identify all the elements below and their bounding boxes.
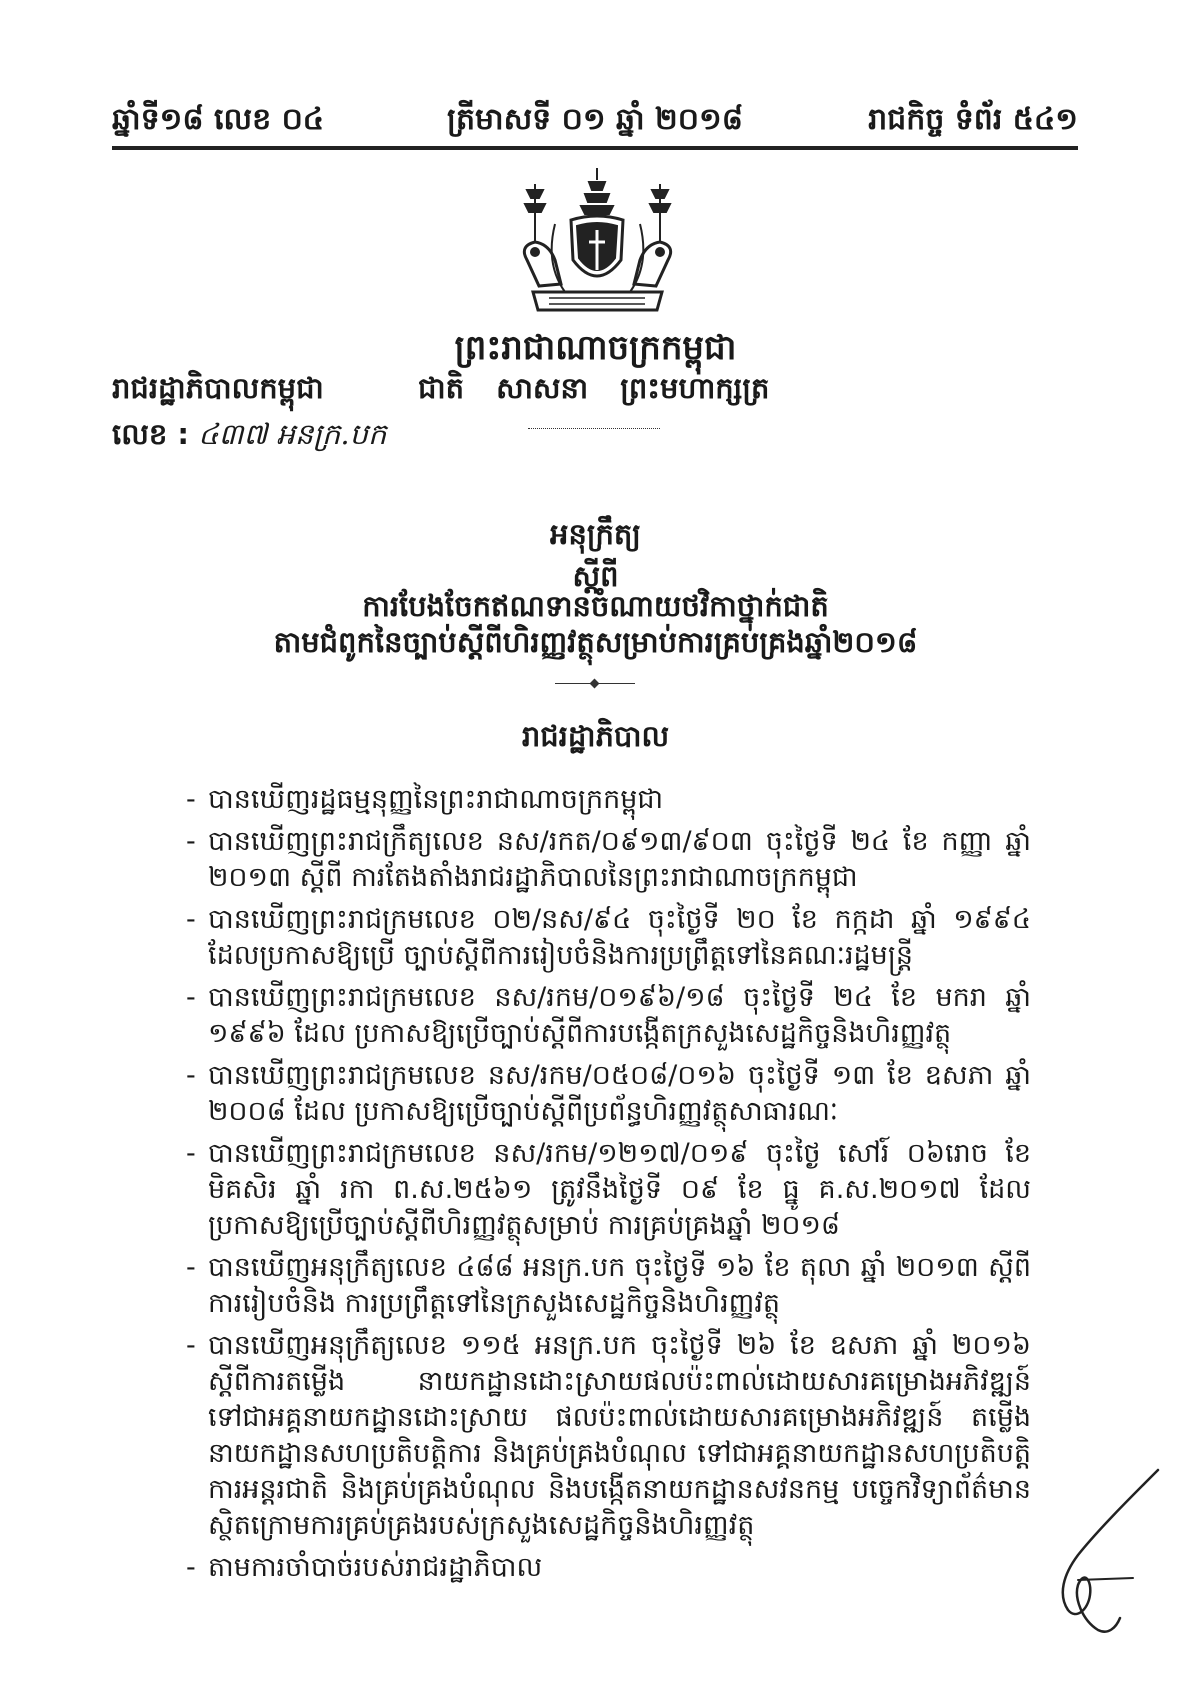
header-issue-number: ឆ្នាំទី១៨ លេខ ០៤ <box>112 102 325 137</box>
reference-value: ៤៣៧ អនក្រ.បក <box>198 417 387 451</box>
running-header <box>112 100 1078 146</box>
reference-number <box>112 414 386 454</box>
issuing-government: រាជរដ្ឋាភិបាលកម្ពុជា <box>112 371 324 405</box>
issuer-heading: រាជរដ្ឋាភិបាល <box>521 719 670 753</box>
document-subject-cont: តាមជំពូកនៃច្បាប់ស្តីពីហិរញ្ញវត្ថុសម្រាប់ការគ្រប់គ្រងឆ្នាំ២០១៨ <box>273 625 918 659</box>
document-subject: ការបែងចែកឥណទានចំណាយថវិកាថ្នាក់ជាតិ <box>362 589 829 623</box>
national-motto: ជាតិ សាសនា ព្រះមហាក្សត្រ <box>418 371 770 405</box>
title-about: ស្តីពី <box>572 559 619 593</box>
royal-coat-of-arms-icon <box>505 164 690 324</box>
header-page-number: រាជកិច្ច ទំព័រ ៥៤១ <box>868 102 1078 137</box>
list-item: - តាមការចាំបាច់របស់រាជរដ្ឋាភិបាល <box>186 1550 1031 1586</box>
list-item: - បានឃើញព្រះរាជក្រមលេខ នស/រកម/១២១៧/០១៩ ចុះថ្ងៃ សៅរ៍ ០៦រោច ខែ មិគសិរ ឆ្នាំ រកា ព.ស.២៥៦១ ត្រូវនឹងថ្ងៃទី ០៩ ខែ ធ្នូ គ.ស.២០១៧ ដែលប្រកាសឱ្យប្រើច្បាប់ស្តីពីហិរញ្ញវត្ថុសម្រាប់ ការគ្រប់គ្រងឆ្នាំ ២០១៨ <box>186 1136 1031 1244</box>
motto-rule <box>528 428 660 429</box>
list-item: - បានឃើញអនុក្រឹត្យលេខ ១១៥ អនក្រ.បក ចុះថ្ងៃទី ២៦ ខែ ឧសភា ឆ្នាំ ២០១៦ ស្តីពីការតម្លើង នាយកដ្ឋានដោះស្រាយផលប៉ះពាល់ដោយសារគម្រោងអភិវឌ្ឍន៍ ទៅជាអគ្គនាយកដ្ឋានដោះស្រាយ ផលប៉ះពាល់ដោយសារគម្រោងអភិវឌ្ឍន៍ តម្លើងនាយកដ្ឋានសហប្រតិបត្តិការ និងគ្រប់គ្រងបំណុល ទៅជាអគ្គនាយកដ្ឋានសហប្រតិបត្តិការអន្តរជាតិ និងគ្រប់គ្រងបំណុល និងបង្កើតនាយកដ្ឋានសវនកម្ម បច្ចេកវិទ្យាព័ត៌មាន ស្ថិតក្រោមការគ្រប់គ្រងរបស់ក្រសួងសេដ្ឋកិច្ចនិងហិរញ្ញវត្ថុ <box>186 1328 1031 1544</box>
list-item: - បានឃើញព្រះរាជក្រឹត្យលេខ នស/រកត/០៩១៣/៩០៣ ចុះថ្ងៃទី ២៤ ខែ កញ្ញា ឆ្នាំ ២០១៣ ស្តីពី ការតែងតាំងរាជរដ្ឋាភិបាលនៃព្រះរាជាណាចក្រកម្ពុជា <box>186 824 1031 896</box>
list-item: - បានឃើញព្រះរាជក្រមលេខ ០២/នស/៩៤ ចុះថ្ងៃទី ២០ ខែ កក្កដា ឆ្នាំ ១៩៩៤ ដែលប្រកាសឱ្យប្រើ ច្បាប់ស្តីពីការរៀបចំនិងការប្រព្រឹត្តទៅនៃគណៈរដ្ឋមន្ត្រី <box>186 902 1031 974</box>
list-item: - បានឃើញព្រះរាជក្រមលេខ នស/រកម/០១៩៦/១៨ ចុះថ្ងៃទី ២៤ ខែ មករា ឆ្នាំ ១៩៩៦ ដែល ប្រកាសឱ្យប្រើច្បាប់ស្តីពីការបង្កើតក្រសួងសេដ្ឋកិច្ចនិងហិរញ្ញវត្ថុ <box>186 980 1031 1052</box>
header-quarter: ត្រីមាសទី ០១ ឆ្នាំ ២០១៨ <box>447 102 743 137</box>
list-item: - បានឃើញរដ្ឋធម្មនុញ្ញនៃព្រះរាជាណាចក្រកម្ពុជា <box>186 782 1031 818</box>
list-item: - បានឃើញព្រះរាជក្រមលេខ នស/រកម/០៥០៨/០១៦ ចុះថ្ងៃទី ១៣ ខែ ឧសភា ឆ្នាំ ២០០៨ ដែល ប្រកាសឱ្យប្រើច្បាប់ស្តីពីប្រព័ន្ធហិរញ្ញវត្ថុសាធារណៈ <box>186 1058 1031 1130</box>
reference-label: លេខ : <box>112 417 189 451</box>
header-rule <box>112 146 1078 150</box>
title-divider <box>555 683 635 684</box>
document-type: អនុក្រឹត្យ <box>550 517 641 551</box>
kingdom-name: ព្រះរាជាណាចក្រកម្ពុជា <box>454 328 737 368</box>
considerations-list <box>186 782 1031 1592</box>
handwritten-signature-icon <box>1038 1460 1168 1640</box>
list-item: - បានឃើញអនុក្រឹត្យលេខ ៤៨៨ អនក្រ.បក ចុះថ្ងៃទី ១៦ ខែ តុលា ឆ្នាំ ២០១៣ ស្តីពីការរៀបចំនិង ការប្រព្រឹត្តទៅនៃក្រសួងសេដ្ឋកិច្ចនិងហិរញ្ញវត្ថុ <box>186 1250 1031 1322</box>
